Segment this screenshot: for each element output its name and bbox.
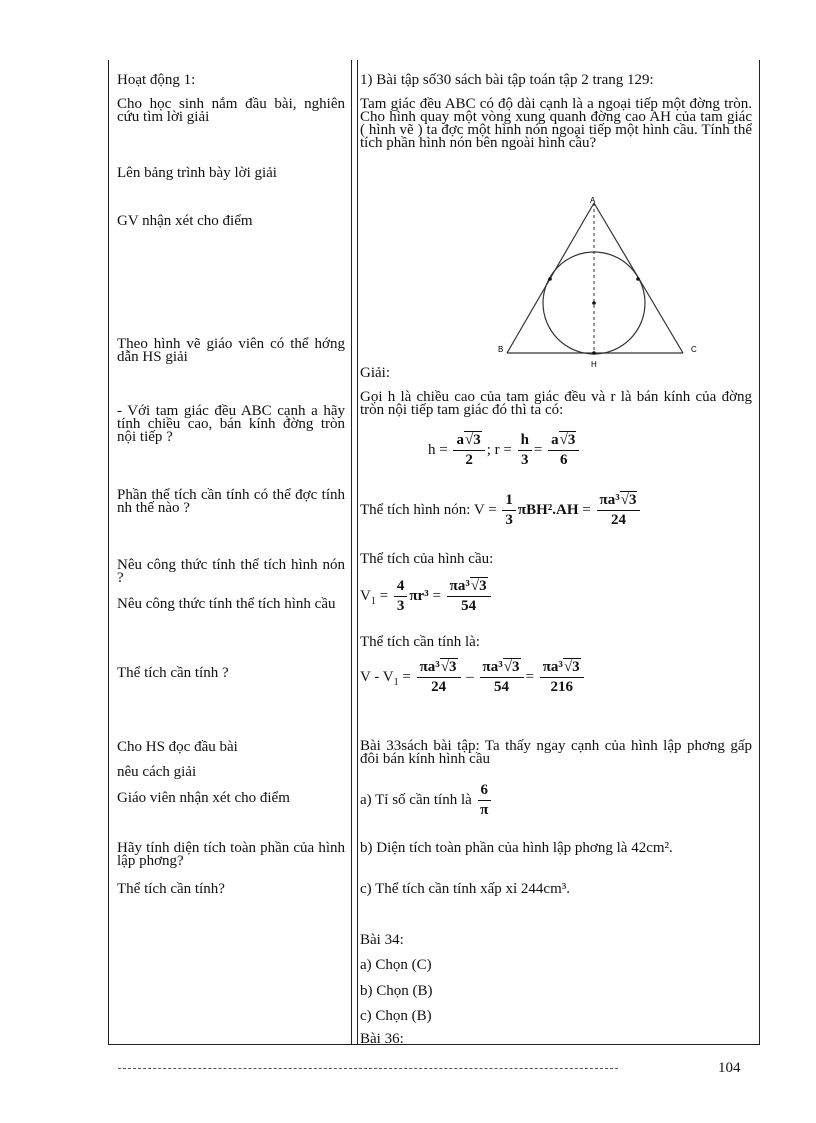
needed-volume-label: Thể tích cần tính là:	[360, 634, 480, 650]
teacher-note-12: Giáo viên nhận xét cho điểm	[117, 790, 290, 806]
exercise-33-part-c: c) Thể tích cần tính xấp xỉ 244cm³.	[360, 881, 570, 897]
exercise-33-statement: Bài 33sách bài tập: Ta thấy ngay cạnh của hình lập phơng gấp đôi bán kính hình cầu	[360, 738, 752, 767]
exercise-34-title: Bài 34:	[360, 932, 404, 948]
formula-sphere-volume: $V_1$ = $\frac{4}{3}$ πr³ = $\frac{\text{πa³√3}}{54}$	[360, 578, 493, 615]
exercise-34-part-a: a) Chọn (C)	[360, 957, 432, 973]
center-point	[592, 301, 596, 305]
teacher-note-7: Nêu công thức tính thể tích hình nón ?	[117, 557, 345, 586]
table-column-divider-2	[357, 60, 358, 1045]
solution-intro: Gọi h là chiều cao của tam giác đều và r là bán kính của đờng tròn nội tiếp tam giác đó thì ta có:	[360, 389, 752, 418]
formula-h-r: h = $\frac{a√3}{2}$ ; r = $\frac{h}{3}$ = $\frac{a√3}{6}$	[428, 432, 581, 469]
tangent-point-left	[548, 277, 552, 281]
exercise-34-part-b: b) Chọn (B)	[360, 983, 433, 999]
exercise-36-title: Bài 36:	[360, 1031, 404, 1047]
table-column-divider	[351, 60, 352, 1045]
point-h	[592, 351, 596, 355]
footer-divider	[118, 1068, 618, 1069]
teacher-note-1: Cho học sinh nắm đầu bài, nghiên cứu tìm lời giải	[117, 96, 345, 125]
teacher-note-13: Hãy tính diện tích toàn phần của hình lập phơng?	[117, 840, 345, 869]
sphere-volume-label: Thể tích của hình cầu:	[360, 551, 494, 567]
cone-sphere-figure	[490, 193, 710, 373]
table-left-border	[108, 60, 109, 1045]
label-a: A	[590, 196, 596, 205]
label-c: C	[691, 345, 697, 354]
exercise-33-part-a: a) Tỉ số cần tính là $\frac{6}{\pi}$	[360, 782, 493, 819]
solution-heading: Giải:	[360, 365, 390, 381]
label-h: H	[591, 360, 597, 369]
activity-heading: Hoạt động 1:	[117, 72, 196, 88]
exercise-34-part-c: c) Chọn (B)	[360, 1008, 432, 1024]
formula-difference: V - $V_1$ = $\frac{\text{πa³√3}}{24}$ – $\frac{\text{πa³√3}}{54}$ = $\frac{\text{πa³√3}}{216}$	[360, 659, 586, 696]
exercise-33-part-a-text: a) Tỉ số cần tính là	[360, 791, 472, 808]
exercise-30-title: 1) Bài tập số30 sách bài tập toán tập 2 trang 129:	[360, 72, 654, 88]
teacher-note-11: nêu cách giải	[117, 764, 197, 780]
page-number: 104	[718, 1060, 741, 1076]
formula-cone-volume: Thể tích hình nón: V = $\frac{1}{3}$ πBH².AH = $\frac{\text{πa³√3}}{24}$	[360, 492, 642, 529]
tangent-point-right	[636, 277, 640, 281]
table-bottom-border	[108, 1044, 760, 1045]
teacher-note-10: Cho HS đọc đầu bài	[117, 739, 238, 755]
teacher-note-5: - Với tam giác đều ABC cạnh a hãy tính chiều cao, bán kính đờng tròn nội tiếp ?	[117, 403, 345, 445]
teacher-note-9: Thể tích cần tính ?	[117, 665, 229, 681]
teacher-note-14: Thể tích cần tính?	[117, 881, 225, 897]
teacher-note-8: Nêu công thức tính thể tích hình cầu	[117, 596, 336, 612]
cone-volume-label: Thể tích hình nón: V =	[360, 501, 497, 518]
teacher-note-4: Theo hình vẽ giáo viên có thể hớng dẫn HS giải	[117, 336, 345, 365]
label-b: B	[498, 345, 504, 354]
table-right-border	[759, 60, 760, 1045]
teacher-note-2: Lên bảng trình bày lời giải	[117, 165, 277, 181]
exercise-33-part-b: b) Diện tích toàn phần của hình lập phơng là 42cm².	[360, 840, 673, 856]
teacher-note-3: GV nhận xét cho điểm	[117, 213, 253, 229]
teacher-note-6: Phần thể tích cần tính có thể đợc tính nh thế nào ?	[117, 487, 345, 516]
exercise-30-statement: Tam giác đều ABC có độ dài cạnh là a ngoại tiếp một đờng tròn. Cho hình quay một vòng xung quanh đờng cao AH của tam giác ( hình vẽ ) ta đợc một hình nón ngoại tiếp một hình cầu. Tính thể tích phần hình nón bên ngoài hình cầu?	[360, 96, 752, 151]
